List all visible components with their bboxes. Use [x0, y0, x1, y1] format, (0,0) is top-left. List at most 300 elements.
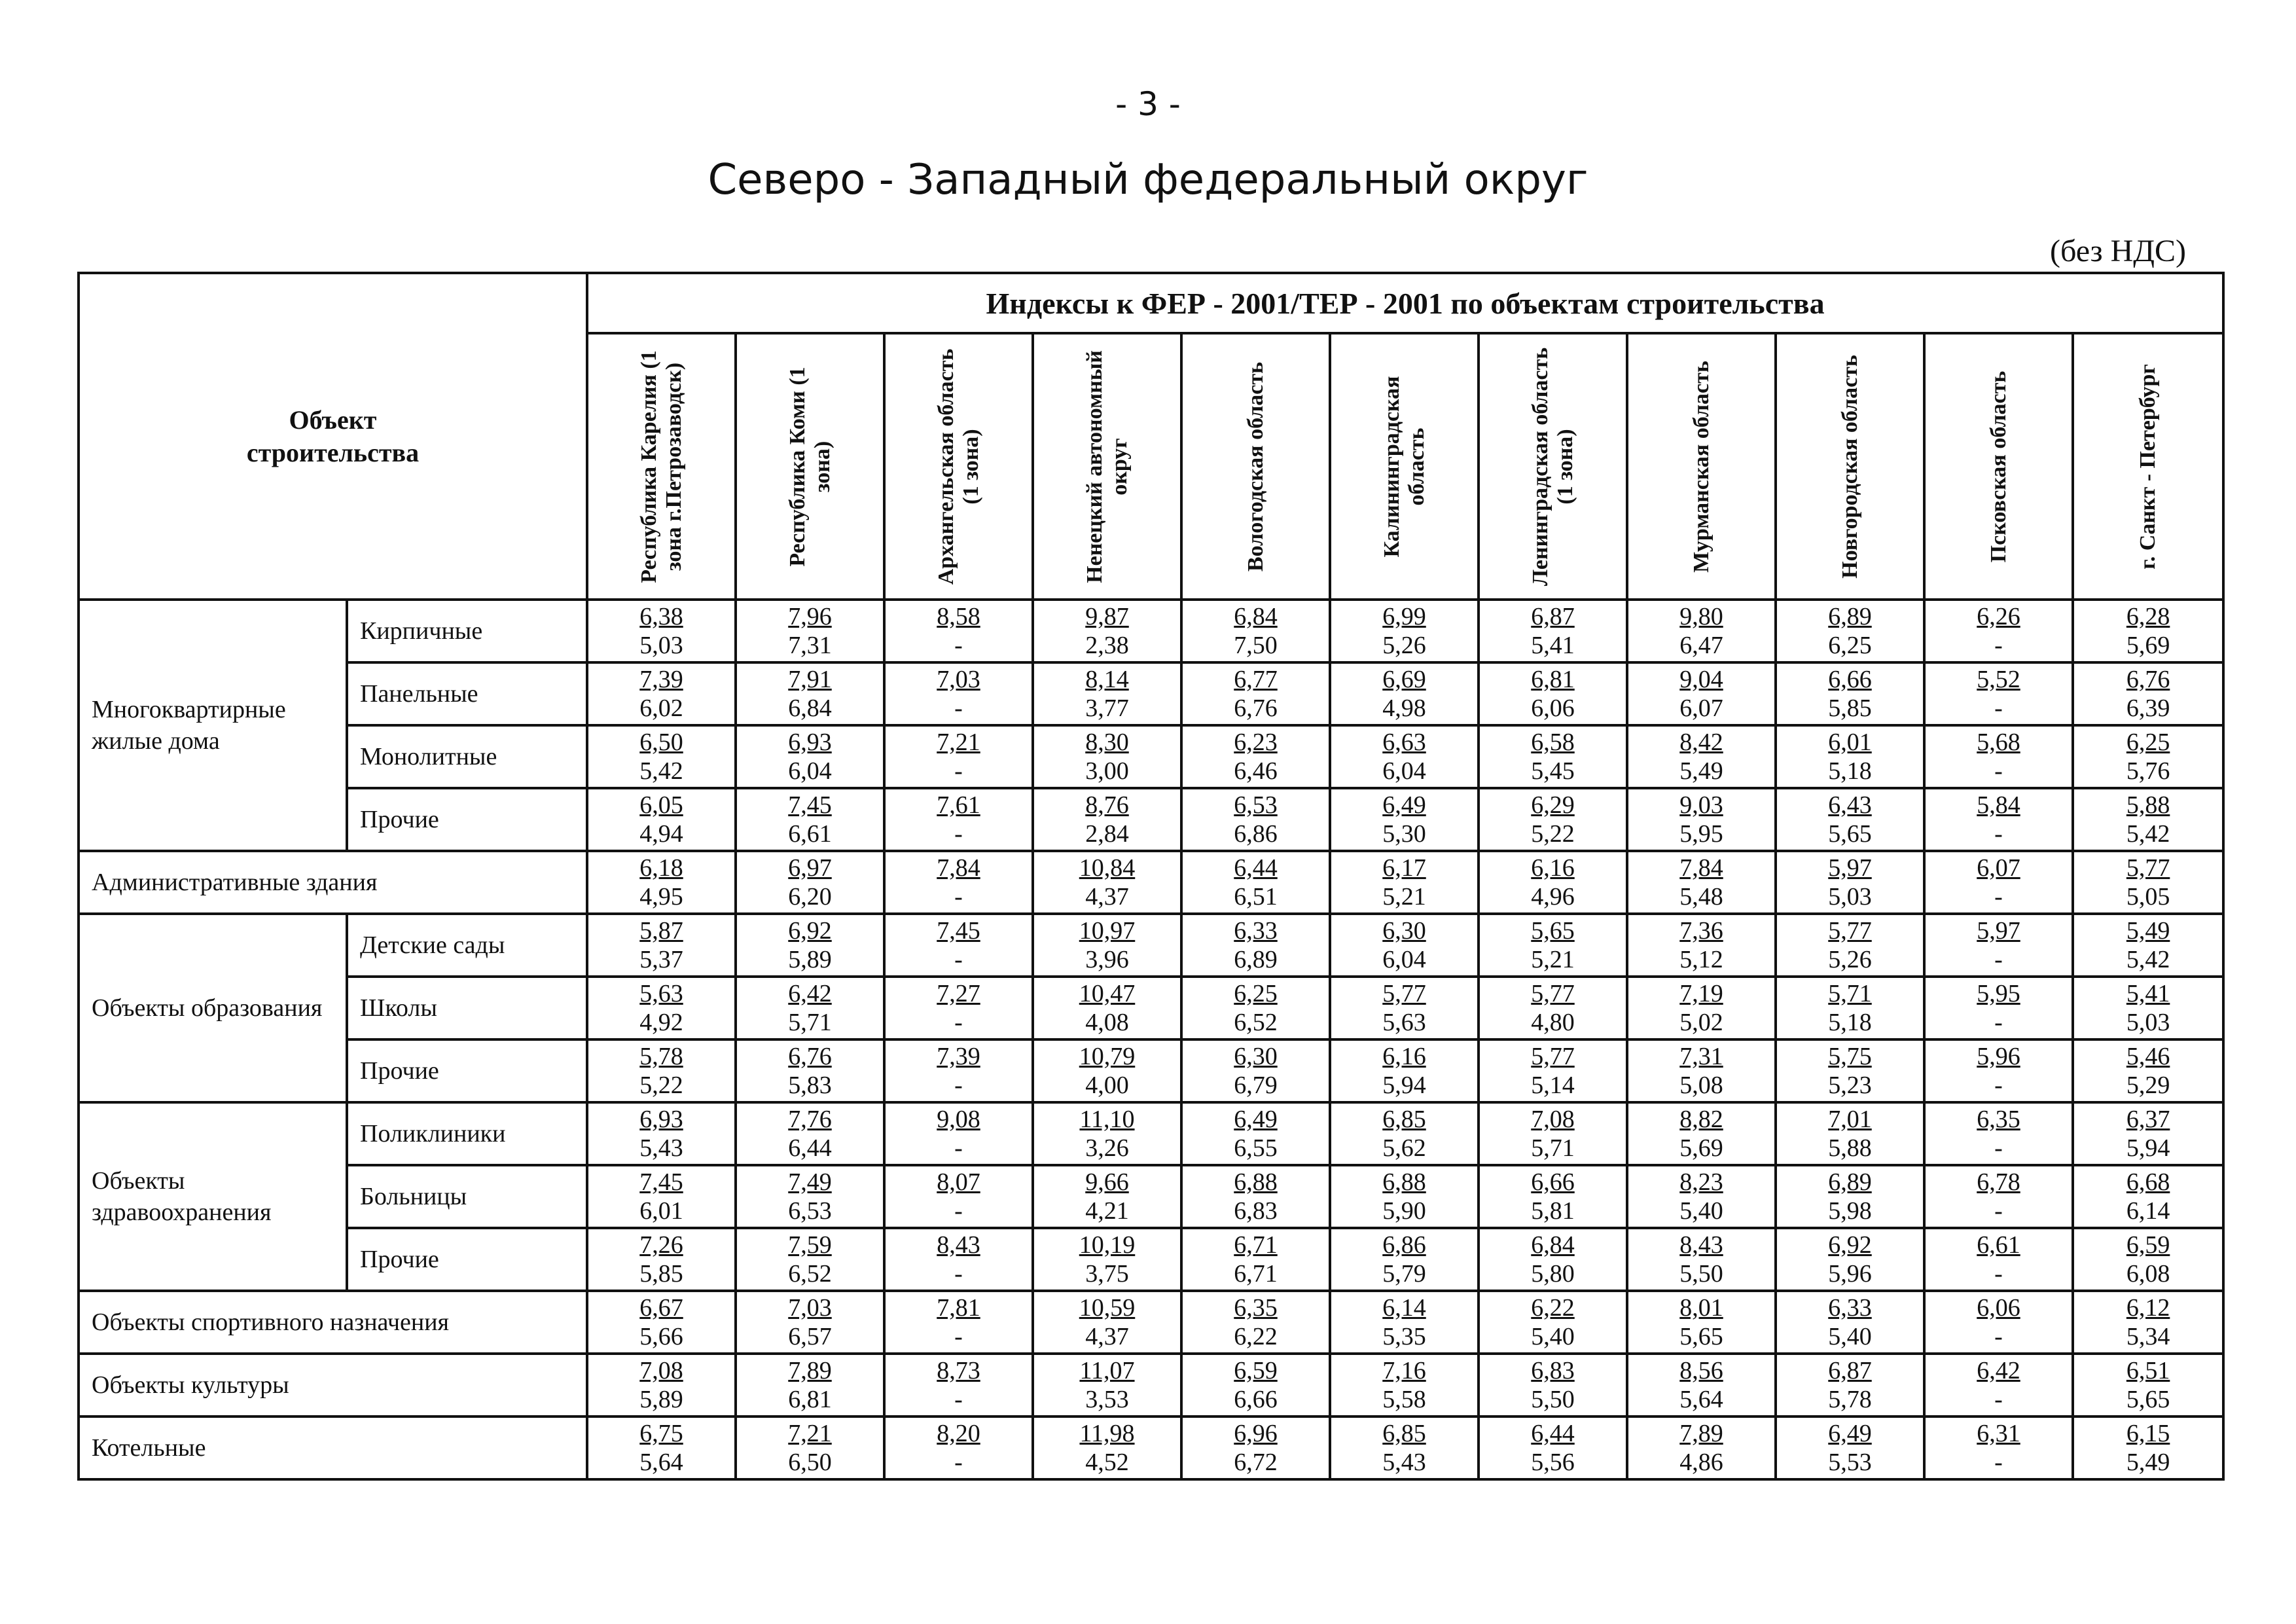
index-cell [1330, 600, 1479, 662]
index-value-fer: 7,21 [937, 729, 980, 756]
index-value-fer: 6,17 [1382, 854, 1426, 882]
index-cell [736, 788, 884, 851]
index-cell [1776, 1291, 1924, 1354]
index-cell [2073, 1039, 2223, 1102]
index-cell [2073, 1102, 2223, 1165]
index-cell [2073, 1354, 2223, 1416]
index-value-fer: 9,87 [1085, 603, 1129, 630]
index-cell [1181, 662, 1330, 725]
index-cell [1627, 788, 1776, 851]
index-value-ter: 5,43 [639, 1134, 683, 1162]
index-value-fer: 7,01 [1828, 1106, 1872, 1133]
index-value-fer: 7,76 [788, 1106, 832, 1133]
index-value-ter: 6,08 [2126, 1260, 2170, 1288]
table-row [79, 1228, 2223, 1291]
index-value-ter: 5,26 [1828, 946, 1872, 973]
index-value-ter: - [954, 820, 963, 848]
index-cell [884, 1102, 1033, 1165]
index-cell [1033, 788, 1181, 851]
region-header [1181, 333, 1330, 600]
index-cell [1181, 851, 1330, 914]
index-value-ter: 3,75 [1085, 1260, 1129, 1288]
index-value-fer: 10,84 [1079, 854, 1136, 882]
index-value-fer: 7,39 [639, 666, 683, 693]
index-cell [1330, 725, 1479, 788]
index-cell [1330, 1039, 1479, 1102]
index-value-fer: 6,16 [1531, 854, 1575, 882]
index-value-fer: 7,45 [788, 791, 832, 819]
index-value-ter: - [1994, 883, 2003, 911]
index-value-fer: 6,14 [1382, 1294, 1426, 1322]
index-value-fer: 6,93 [639, 1106, 683, 1133]
index-cell [1330, 1165, 1479, 1228]
index-value-fer: 6,63 [1382, 729, 1426, 756]
region-header-label: Калининградская область [1379, 376, 1429, 558]
index-value-fer: 5,77 [1828, 917, 1872, 945]
index-value-fer: 7,08 [1531, 1106, 1575, 1133]
index-value-fer: 7,45 [937, 917, 980, 945]
region-header-label: Ленинградская область (1 зона) [1528, 347, 1577, 586]
index-cell [1479, 914, 1627, 977]
index-value-fer: 6,66 [1828, 666, 1872, 693]
index-cell [1776, 1416, 1924, 1479]
index-value-fer: 5,52 [1977, 666, 2020, 693]
index-value-ter: 5,18 [1828, 757, 1872, 785]
index-cell [1033, 1354, 1181, 1416]
index-cell [1924, 725, 2073, 788]
index-value-fer: 7,89 [788, 1357, 832, 1384]
index-value-ter: - [1994, 695, 2003, 722]
index-value-fer: 6,07 [1977, 854, 2020, 882]
index-value-ter: 5,45 [1531, 757, 1575, 785]
index-value-fer: 11,10 [1079, 1106, 1135, 1133]
index-cell [1330, 851, 1479, 914]
index-cell [1181, 977, 1330, 1039]
index-value-ter: 5,88 [1828, 1134, 1872, 1162]
index-cell [2073, 725, 2223, 788]
index-value-ter: 5,62 [1382, 1134, 1426, 1162]
object-header-text: Объект строительства [246, 405, 420, 467]
index-cell [587, 1416, 736, 1479]
index-cell [1033, 977, 1181, 1039]
index-cell [1479, 1039, 1627, 1102]
index-cell [1627, 977, 1776, 1039]
index-value-ter: 5,34 [2126, 1323, 2170, 1350]
index-cell [587, 1354, 736, 1416]
index-cell [2073, 977, 2223, 1039]
index-cell [1330, 662, 1479, 725]
index-cell [1627, 662, 1776, 725]
index-value-fer: 6,53 [1234, 791, 1278, 819]
index-cell [1924, 1354, 2073, 1416]
index-value-fer: 6,68 [2126, 1168, 2170, 1196]
region-header-label: Новгородская область [1837, 354, 1862, 579]
index-value-fer: 6,30 [1382, 917, 1426, 945]
index-value-ter: 5,56 [1531, 1449, 1575, 1476]
index-value-fer: 7,96 [788, 603, 832, 630]
index-cell [1924, 662, 2073, 725]
index-value-ter: - [954, 632, 963, 659]
index-value-fer: 5,77 [2126, 854, 2170, 882]
region-header-label: Вологодская область [1243, 361, 1268, 571]
index-value-ter: 6,79 [1234, 1072, 1278, 1099]
index-cell [1033, 600, 1181, 662]
index-value-ter: - [954, 1386, 963, 1413]
index-value-fer: 6,01 [1828, 729, 1872, 756]
region-header-label: Мурманская область [1689, 360, 1713, 573]
index-value-ter: - [954, 1072, 963, 1099]
index-value-ter: 5,21 [1531, 946, 1575, 973]
region-header [1924, 333, 2073, 600]
index-value-fer: 8,82 [1679, 1106, 1723, 1133]
index-cell [1479, 1416, 1627, 1479]
region-header [587, 333, 736, 600]
index-value-fer: 7,89 [1679, 1420, 1723, 1447]
table-row [79, 1039, 2223, 1102]
index-value-ter: 5,08 [1679, 1072, 1723, 1099]
index-cell [736, 1228, 884, 1291]
index-value-fer: 7,61 [937, 791, 980, 819]
object-group-label: Объекты образования [79, 914, 347, 1102]
index-value-fer: 7,08 [639, 1357, 683, 1384]
index-value-ter: 5,79 [1382, 1260, 1426, 1288]
index-value-fer: 7,49 [788, 1168, 832, 1196]
index-value-fer: 6,61 [1977, 1231, 2020, 1259]
index-value-ter: 7,31 [788, 632, 832, 659]
index-cell [736, 914, 884, 977]
index-value-fer: 6,86 [1382, 1231, 1426, 1259]
index-value-ter: 6,06 [1531, 695, 1575, 722]
table-body [79, 600, 2223, 1479]
index-value-ter: 5,05 [2126, 883, 2170, 911]
index-value-fer: 6,67 [639, 1294, 683, 1322]
index-cell [1479, 662, 1627, 725]
index-cell [587, 851, 736, 914]
index-value-ter: - [1994, 1323, 2003, 1350]
index-value-fer: 10,59 [1079, 1294, 1136, 1322]
index-cell [1776, 725, 1924, 788]
index-value-fer: 5,65 [1531, 917, 1575, 945]
index-value-ter: 2,84 [1085, 820, 1129, 848]
index-cell [1033, 1102, 1181, 1165]
index-value-ter: 4,96 [1531, 883, 1575, 911]
vat-note: (без НДС) [2049, 234, 2186, 268]
index-cell [1181, 1354, 1330, 1416]
index-cell [1181, 1416, 1330, 1479]
index-value-ter: 5,89 [788, 946, 832, 973]
index-value-ter: 5,18 [1828, 1009, 1872, 1036]
index-value-ter: 3,00 [1085, 757, 1129, 785]
table-row [79, 1416, 2223, 1479]
index-value-fer: 9,04 [1679, 666, 1723, 693]
index-cell [1033, 1291, 1181, 1354]
index-header: Индексы к ФЕР - 2001/ТЕР - 2001 по объектам строительства [587, 273, 2223, 333]
object-subtype-label: Прочие [347, 1039, 587, 1102]
region-header-label: Ненецкий автономный округ [1082, 350, 1132, 583]
index-value-fer: 8,76 [1085, 791, 1129, 819]
table-row [79, 1291, 2223, 1354]
index-value-ter: 6,14 [2126, 1197, 2170, 1225]
index-value-fer: 5,96 [1977, 1043, 2020, 1070]
index-cell [884, 977, 1033, 1039]
index-value-ter: 6,01 [639, 1197, 683, 1225]
index-value-ter: 5,94 [1382, 1072, 1426, 1099]
index-cell [736, 662, 884, 725]
index-cell [1033, 1228, 1181, 1291]
index-cell [1181, 1228, 1330, 1291]
index-value-fer: 8,56 [1679, 1357, 1723, 1384]
index-value-fer: 5,77 [1531, 1043, 1575, 1070]
index-cell [1924, 1102, 2073, 1165]
index-value-fer: 5,77 [1382, 980, 1426, 1007]
index-value-fer: 6,85 [1382, 1106, 1426, 1133]
index-value-fer: 6,49 [1234, 1106, 1278, 1133]
index-value-ter: 6,20 [788, 883, 832, 911]
index-value-fer: 6,76 [788, 1043, 832, 1070]
object-subtype-label: Больницы [347, 1165, 587, 1228]
index-value-ter: 5,65 [1828, 820, 1872, 848]
index-cell [1033, 725, 1181, 788]
index-value-ter: 2,38 [1085, 632, 1129, 659]
index-value-fer: 6,59 [1234, 1357, 1278, 1384]
index-cell [1181, 1165, 1330, 1228]
index-cell [1776, 788, 1924, 851]
index-cell [587, 1039, 736, 1102]
index-cell [587, 1228, 736, 1291]
index-value-ter: 6,89 [1234, 946, 1278, 973]
index-value-fer: 6,92 [788, 917, 832, 945]
index-cell [1181, 1102, 1330, 1165]
index-cell [587, 1291, 736, 1354]
index-value-fer: 6,81 [1531, 666, 1575, 693]
index-value-fer: 6,42 [788, 980, 832, 1007]
index-cell [1479, 600, 1627, 662]
index-value-fer: 6,85 [1382, 1420, 1426, 1447]
region-header [736, 333, 884, 600]
index-value-fer: 7,16 [1382, 1357, 1426, 1384]
index-cell [1776, 914, 1924, 977]
index-value-ter: 5,40 [1531, 1323, 1575, 1350]
index-value-ter: 6,61 [788, 820, 832, 848]
index-value-ter: 5,85 [639, 1260, 683, 1288]
index-value-fer: 9,08 [937, 1106, 980, 1133]
index-value-fer: 5,63 [639, 980, 683, 1007]
index-value-ter: 6,76 [1234, 695, 1278, 722]
index-value-fer: 6,88 [1234, 1168, 1278, 1196]
index-value-fer: 6,87 [1828, 1357, 1872, 1384]
index-cell [736, 1165, 884, 1228]
index-cell [1627, 914, 1776, 977]
index-value-ter: 6,46 [1234, 757, 1278, 785]
index-value-fer: 6,35 [1234, 1294, 1278, 1322]
object-header [79, 273, 587, 600]
region-header [884, 333, 1033, 600]
index-value-ter: - [1994, 1386, 2003, 1413]
index-value-ter: 5,96 [1828, 1260, 1872, 1288]
index-cell [1181, 1291, 1330, 1354]
index-value-ter: 4,08 [1085, 1009, 1129, 1036]
index-value-ter: 5,95 [1679, 820, 1723, 848]
index-value-ter: 4,98 [1382, 695, 1426, 722]
region-header-label: Республика Коми (1 зона) [785, 367, 834, 567]
index-cell [1776, 662, 1924, 725]
index-value-ter: 7,50 [1234, 632, 1278, 659]
index-value-fer: 6,49 [1828, 1420, 1872, 1447]
index-value-ter: 6,83 [1234, 1197, 1278, 1225]
index-cell [1479, 1291, 1627, 1354]
index-value-ter: 5,71 [1531, 1134, 1575, 1162]
index-cell [1776, 1102, 1924, 1165]
index-value-fer: 6,23 [1234, 729, 1278, 756]
index-value-fer: 6,35 [1977, 1106, 2020, 1133]
index-value-ter: 5,42 [2126, 820, 2170, 848]
index-cell [2073, 914, 2223, 977]
index-value-ter: - [954, 695, 963, 722]
index-cell [736, 725, 884, 788]
index-value-fer: 8,43 [937, 1231, 980, 1259]
object-group-label: Объекты здравоохранения [79, 1102, 347, 1291]
index-cell [1627, 1291, 1776, 1354]
index-value-ter: 5,26 [1382, 632, 1426, 659]
index-cell [2073, 851, 2223, 914]
index-value-fer: 6,49 [1382, 791, 1426, 819]
index-cell [1479, 1228, 1627, 1291]
index-value-ter: 6,86 [1234, 820, 1278, 848]
index-value-fer: 8,07 [937, 1168, 980, 1196]
index-value-ter: 5,43 [1382, 1449, 1426, 1476]
index-cell [736, 1291, 884, 1354]
index-value-fer: 6,16 [1382, 1043, 1426, 1070]
index-cell [1627, 725, 1776, 788]
index-value-ter: 5,40 [1828, 1323, 1872, 1350]
index-value-fer: 8,14 [1085, 666, 1129, 693]
index-value-ter: 4,00 [1085, 1072, 1129, 1099]
index-cell [1330, 788, 1479, 851]
index-value-ter: 4,37 [1085, 1323, 1129, 1350]
index-value-fer: 5,97 [1828, 854, 1872, 882]
index-value-ter: 3,96 [1085, 946, 1129, 973]
index-value-fer: 7,03 [788, 1294, 832, 1322]
index-value-ter: 6,04 [1382, 757, 1426, 785]
object-subtype-label: Прочие [347, 1228, 587, 1291]
index-value-fer: 8,42 [1679, 729, 1723, 756]
index-value-fer: 6,58 [1531, 729, 1575, 756]
index-value-ter: 5,66 [639, 1323, 683, 1350]
index-cell [1330, 1354, 1479, 1416]
index-value-ter: 5,81 [1531, 1197, 1575, 1225]
index-cell [2073, 1228, 2223, 1291]
index-value-fer: 6,69 [1382, 666, 1426, 693]
index-value-fer: 8,23 [1679, 1168, 1723, 1196]
index-value-fer: 7,21 [788, 1420, 832, 1447]
index-value-ter: 6,07 [1679, 695, 1723, 722]
index-cell [1776, 1165, 1924, 1228]
index-value-fer: 7,36 [1679, 917, 1723, 945]
index-value-ter: 5,03 [639, 632, 683, 659]
index-value-fer: 5,75 [1828, 1043, 1872, 1070]
index-cell [736, 600, 884, 662]
index-cell [1479, 1165, 1627, 1228]
index-cell [1330, 977, 1479, 1039]
index-value-fer: 7,26 [639, 1231, 683, 1259]
region-header [1627, 333, 1776, 600]
index-cell [2073, 662, 2223, 725]
index-value-ter: 4,95 [639, 883, 683, 911]
index-cell [1330, 914, 1479, 977]
index-value-ter: - [1994, 820, 2003, 848]
index-value-ter: 6,84 [788, 695, 832, 722]
index-value-fer: 5,71 [1828, 980, 1872, 1007]
index-value-ter: 6,04 [1382, 946, 1426, 973]
index-value-fer: 5,41 [2126, 980, 2170, 1007]
region-header-label: Псковская область [1986, 370, 2011, 563]
index-value-fer: 6,28 [2126, 603, 2170, 630]
index-value-ter: 5,29 [2126, 1072, 2170, 1099]
index-value-fer: 7,59 [788, 1231, 832, 1259]
index-value-ter: 6,50 [788, 1449, 832, 1476]
page-number: - 3 - [1115, 85, 1181, 123]
index-cell [884, 1165, 1033, 1228]
index-value-ter: 6,22 [1234, 1323, 1278, 1350]
index-cell [1924, 1416, 2073, 1479]
index-value-fer: 7,84 [1679, 854, 1723, 882]
index-cell [1924, 851, 2073, 914]
index-value-ter: 5,98 [1828, 1197, 1872, 1225]
index-value-ter: 5,94 [2126, 1134, 2170, 1162]
index-value-fer: 6,25 [2126, 729, 2170, 756]
index-cell [2073, 1291, 2223, 1354]
index-cell [736, 1102, 884, 1165]
index-value-fer: 5,46 [2126, 1043, 2170, 1070]
index-cell [1479, 851, 1627, 914]
page-title: Северо - Западный федеральный округ [708, 156, 1588, 204]
index-cell [1479, 1354, 1627, 1416]
index-cell [884, 600, 1033, 662]
index-value-ter: 6,57 [788, 1323, 832, 1350]
index-cell [736, 1039, 884, 1102]
index-value-fer: 10,47 [1079, 980, 1136, 1007]
index-cell [1181, 788, 1330, 851]
index-value-fer: 6,51 [2126, 1357, 2170, 1384]
index-value-ter: 6,52 [1234, 1009, 1278, 1036]
index-value-ter: 4,52 [1085, 1449, 1129, 1476]
index-cell [1924, 1291, 2073, 1354]
index-value-ter: 5,12 [1679, 946, 1723, 973]
index-value-fer: 6,18 [639, 854, 683, 882]
index-value-ter: 6,51 [1234, 883, 1278, 911]
index-cell [884, 662, 1033, 725]
index-value-ter: - [954, 883, 963, 911]
index-cell [1033, 1416, 1181, 1479]
index-value-fer: 9,66 [1085, 1168, 1129, 1196]
index-value-ter: - [954, 1009, 963, 1036]
index-value-ter: 5,42 [2126, 946, 2170, 973]
index-value-fer: 10,19 [1079, 1231, 1136, 1259]
object-label: Объекты культуры [79, 1354, 587, 1416]
index-cell [884, 1291, 1033, 1354]
index-value-ter: 5,69 [1679, 1134, 1723, 1162]
object-subtype-label: Панельные [347, 662, 587, 725]
index-cell [2073, 600, 2223, 662]
index-value-fer: 6,33 [1234, 917, 1278, 945]
index-cell [1924, 1039, 2073, 1102]
index-value-ter: 6,39 [2126, 695, 2170, 722]
table-row [79, 600, 2223, 662]
index-value-ter: 5,50 [1679, 1260, 1723, 1288]
object-label: Объекты спортивного назначения [79, 1291, 587, 1354]
index-value-fer: 11,98 [1079, 1420, 1135, 1447]
index-cell [1924, 788, 2073, 851]
